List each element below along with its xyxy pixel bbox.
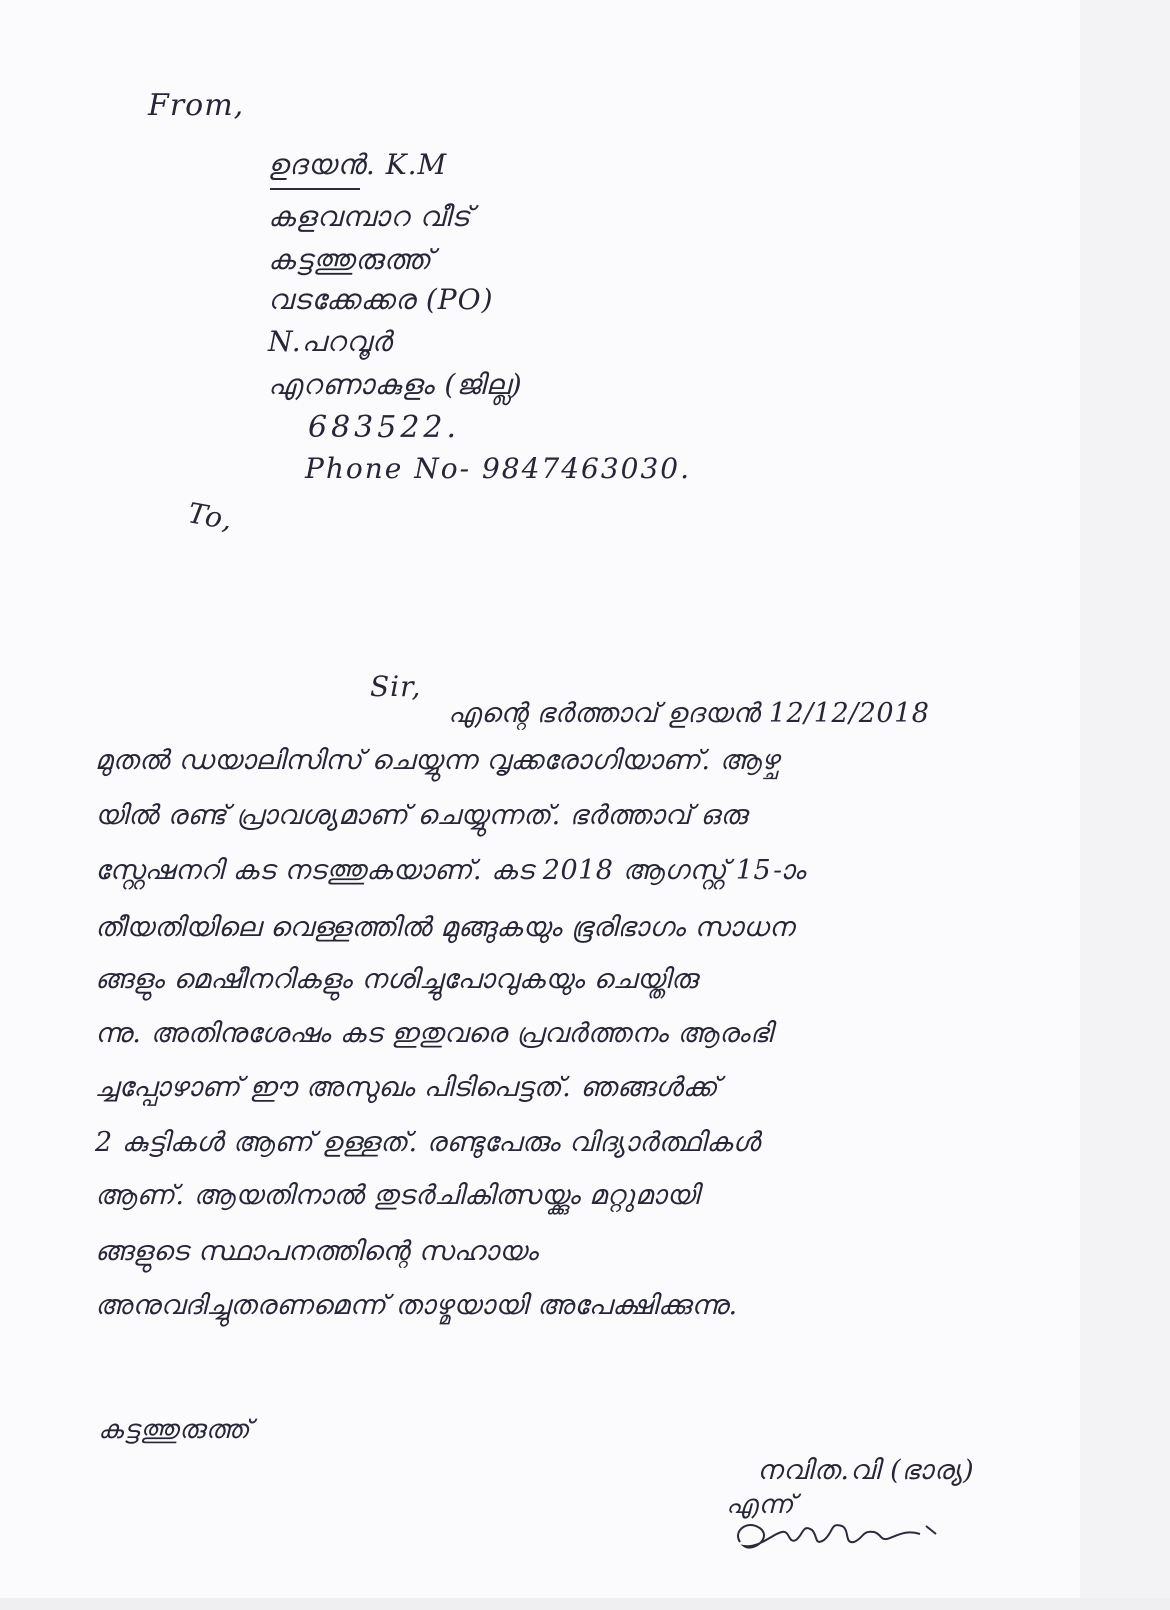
address-line-post: വടക്കേക്കര (PO) — [268, 283, 494, 316]
scan-edge — [0, 1598, 1170, 1610]
address-line-pincode: 683522. — [308, 410, 461, 445]
body-line: 2 കുട്ടികൾ ആണ് ഉള്ളത്. രണ്ടുപേരും വിദ്യാർത്ഥികൾ — [95, 1127, 761, 1158]
address-line-town: N.പറവൂർ — [268, 325, 393, 358]
place-name: കട്ടത്തുരുത്ത് — [98, 1415, 251, 1445]
body-line: ന്നു. അതിനുശേഷം കട ഇതുവരെ പ്രവർത്തനം ആരംഭി — [95, 1018, 773, 1049]
address-line-house: കളവമ്പാറ വീട് — [268, 200, 472, 233]
name-underline — [270, 188, 360, 190]
scan-margin — [1080, 0, 1170, 1610]
body-line: ആണ്. ആയതിനാൽ തുടർചികിത്സയ്ക്കും മറ്റുമായി — [95, 1180, 700, 1211]
address-line-phone: Phone No- 9847463030. — [305, 452, 691, 485]
body-line: ങ്ങളുടെ സ്ഥാപനത്തിന്റെ സഹായം — [95, 1236, 539, 1267]
body-line: ങ്ങളും മെഷീനറികളും നശിച്ചുപോവുകയും ചെയ്തിരു — [95, 964, 698, 995]
address-line-place: കട്ടത്തുരുത്ത് — [268, 243, 432, 276]
address-line-district: എറണാകുളം (ജില്ല) — [268, 368, 523, 401]
body-line: മുതൽ ഡയാലിസിസ് ചെയ്യുന്ന വൃക്കരോഗിയാണ്. ആഴ്ച — [95, 745, 779, 776]
sender-name: നവിത.വി (ഭാര്യ) — [757, 1455, 975, 1486]
from-label: From, — [148, 88, 245, 123]
body-line: അനുവദിച്ചുതരണമെന്ന് താഴ്മയായി അപേക്ഷിക്കുന്നു. — [95, 1290, 738, 1321]
body-line: യിൽ രണ്ട് പ്രാവശ്യമാണ് ചെയ്യുന്നത്. ഭർത്താവ് ഒരു — [95, 800, 748, 831]
to-label: To, — [185, 496, 236, 537]
body-line: സ്റ്റേഷനറി കട നടത്തുകയാണ്. കട 2018 ആഗസ്റ്റ് 15-ാം — [95, 855, 806, 886]
closing: എന്ന് — [726, 1490, 795, 1520]
body-line: എന്റെ ഭർത്താവ് ഉദയൻ 12/12/2018 — [448, 698, 930, 729]
signature — [730, 1500, 980, 1580]
salutation: Sir, — [370, 670, 422, 703]
address-line-name: ഉദയൻ. K.M — [268, 148, 448, 181]
body-line: ച്ചപ്പോഴാണ് ഈ അസുഖം പിടിപെട്ടത്. ഞങ്ങൾക്ക് — [95, 1072, 718, 1103]
body-line: തീയതിയിലെ വെള്ളത്തിൽ മുങ്ങുകയും ഭൂരിഭാഗം സാധന — [95, 912, 795, 943]
